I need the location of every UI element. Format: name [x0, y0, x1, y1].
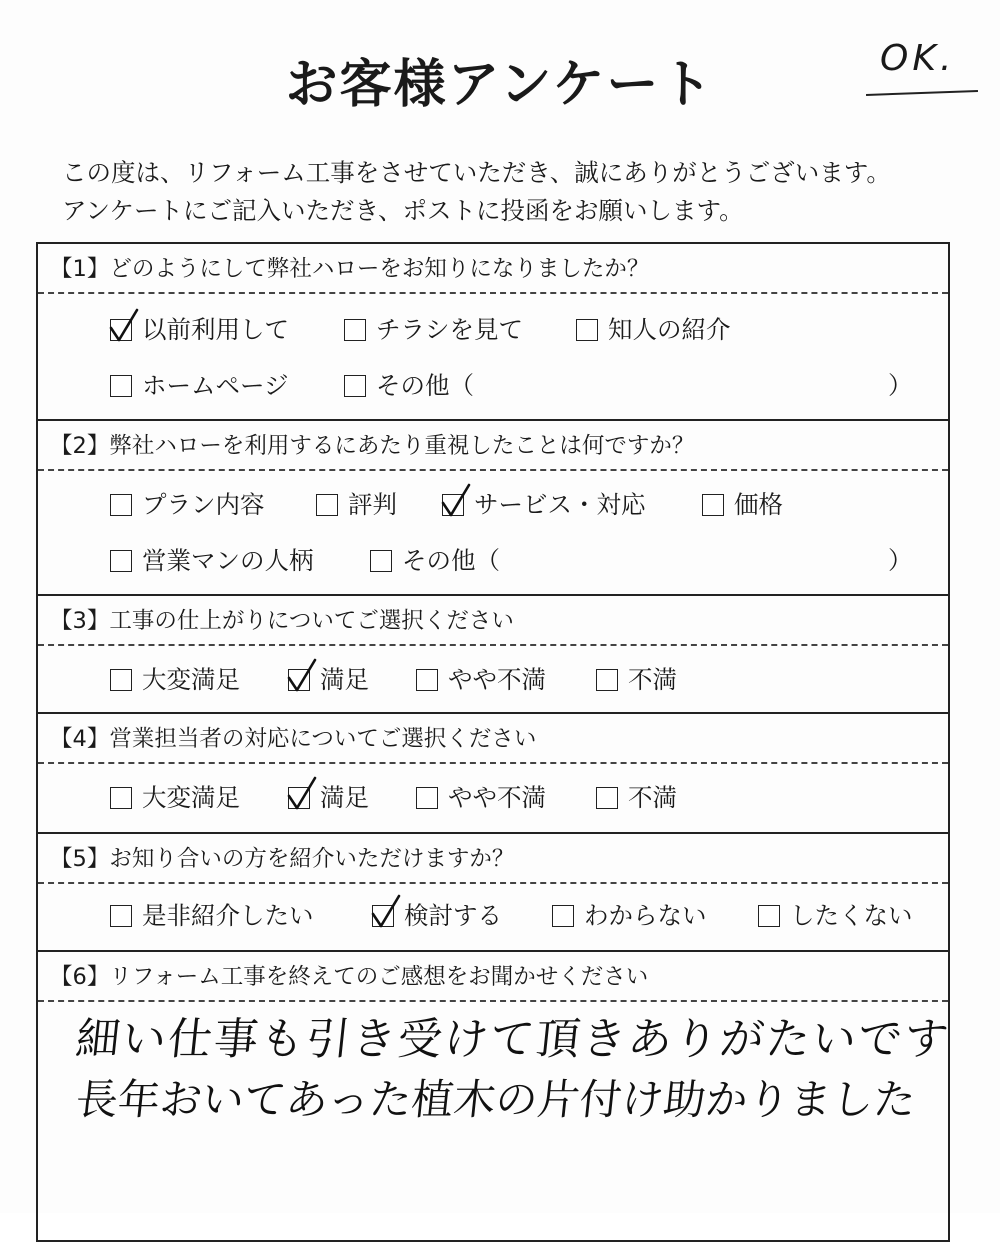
q2-close-paren: ）: [888, 546, 913, 575]
intro-line-2: アンケートにご記入いただき、ポストに投函をお願いします。: [62, 196, 744, 225]
q3-checkbox-somewhat-dissatisfied[interactable]: [416, 669, 438, 691]
q4-option-very-satisfied[interactable]: [110, 778, 240, 818]
q2-checkbox-price[interactable]: [702, 494, 724, 516]
check-mark-icon: [439, 483, 473, 519]
q2-option-service[interactable]: [442, 485, 646, 525]
question-3-section: [38, 596, 948, 714]
q1-checkbox-referral[interactable]: [576, 319, 598, 341]
q1-close-paren: ）: [888, 371, 913, 400]
q5-checkbox-definitely[interactable]: [110, 905, 132, 927]
question-4-section: [38, 714, 948, 834]
q3-option-satisfied[interactable]: [288, 660, 369, 700]
q2-checkbox-plan[interactable]: [110, 494, 132, 516]
q2-option-plan[interactable]: [110, 485, 265, 525]
question-3-row: [38, 660, 948, 700]
q5-option-label: わからない: [584, 901, 707, 930]
question-5-header: [38, 834, 948, 884]
q3-option-dissatisfied[interactable]: [596, 660, 677, 700]
q2-option-label: その他（: [402, 546, 500, 575]
q4-option-label: 大変満足: [142, 783, 240, 812]
q2-option-label: サービス・対応: [474, 490, 646, 519]
question-6-section: [38, 952, 953, 1242]
q5-checkbox-consider[interactable]: [372, 905, 394, 927]
q3-option-very-satisfied[interactable]: [110, 660, 240, 700]
q5-option-unsure[interactable]: [552, 896, 707, 936]
q4-option-label: 不満: [628, 783, 677, 812]
question-1-header: [38, 244, 948, 294]
q3-option-label: 不満: [628, 665, 677, 694]
q4-option-label: 満足: [320, 783, 369, 812]
q2-option-price[interactable]: [702, 485, 783, 525]
question-6-header: [38, 952, 948, 1002]
q3-checkbox-satisfied[interactable]: [288, 669, 310, 691]
question-2-header: [38, 421, 948, 471]
q2-option-salesperson[interactable]: [110, 541, 314, 581]
question-1-section: [38, 244, 948, 421]
q5-option-consider[interactable]: [372, 896, 502, 936]
survey-title: お客様アンケート: [285, 55, 715, 115]
q1-checkbox-other[interactable]: [344, 375, 366, 397]
ok-handwritten-mark: OK.: [880, 38, 956, 79]
q1-option-flyer[interactable]: [344, 310, 523, 350]
q5-option-label: したくない: [790, 901, 913, 930]
q4-checkbox-very-satisfied[interactable]: [110, 787, 132, 809]
question-5-text: 【5】お知り合いの方を紹介いただけますか？: [50, 846, 515, 872]
q5-option-label: 検討する: [404, 901, 502, 930]
q1-checkbox-flyer[interactable]: [344, 319, 366, 341]
q1-option-referral[interactable]: [576, 310, 731, 350]
q1-option-label: 知人の紹介: [608, 315, 731, 344]
question-6-text: 【6】リフォーム工事を終えてのご感想をお聞かせください: [50, 964, 649, 990]
q5-checkbox-no[interactable]: [758, 905, 780, 927]
q1-option-label: チラシを見て: [376, 315, 523, 344]
q5-option-definitely[interactable]: [110, 896, 314, 936]
question-2-text: 【2】弊社ハローを利用するにあたり重視したことは何ですか？: [50, 433, 695, 459]
q3-option-somewhat-dissatisfied[interactable]: [416, 660, 546, 700]
q4-checkbox-somewhat-dissatisfied[interactable]: [416, 787, 438, 809]
q5-option-no[interactable]: [758, 896, 913, 936]
q6-answer-line-1: 細い仕事も引き受けて頂きありがたいです: [73, 1014, 953, 1065]
check-mark-icon: [285, 776, 319, 812]
q2-checkbox-service[interactable]: [442, 494, 464, 516]
q2-checkbox-reputation[interactable]: [316, 494, 338, 516]
q4-option-label: やや不満: [448, 783, 546, 812]
q2-option-label: 価格: [734, 490, 783, 519]
q3-option-label: 大変満足: [142, 665, 240, 694]
q4-option-dissatisfied[interactable]: [596, 778, 677, 818]
q1-checkbox-previous-use[interactable]: [110, 319, 132, 341]
q1-option-previous-use[interactable]: [110, 310, 289, 350]
q3-checkbox-very-satisfied[interactable]: [110, 669, 132, 691]
q2-option-reputation[interactable]: [316, 485, 397, 525]
question-2-row-1: [38, 485, 948, 525]
q5-option-label: 是非紹介したい: [142, 901, 314, 930]
q4-option-satisfied[interactable]: [288, 778, 369, 818]
q1-checkbox-homepage[interactable]: [110, 375, 132, 397]
q6-answer-line-2: 長年おいてあった植木の片付け助かりました: [73, 1075, 919, 1124]
q3-option-label: やや不満: [448, 665, 546, 694]
question-3-header: [38, 596, 948, 646]
question-5-row: [38, 896, 948, 936]
q1-option-label: 以前利用して: [142, 315, 289, 344]
question-1-row-2: [38, 366, 948, 406]
q2-checkbox-salesperson[interactable]: [110, 550, 132, 572]
q4-checkbox-dissatisfied[interactable]: [596, 787, 618, 809]
check-mark-icon: [285, 658, 319, 694]
question-5-section: [38, 834, 948, 952]
q1-option-other[interactable]: [344, 366, 474, 406]
intro-line-1: この度は、リフォーム工事をさせていただき、誠にありがとうございます。: [62, 158, 891, 187]
q4-checkbox-satisfied[interactable]: [288, 787, 310, 809]
q1-option-homepage[interactable]: [110, 366, 289, 406]
question-4-text: 【4】営業担当者の対応についてご選択ください: [50, 726, 537, 752]
question-1-text: 【1】どのようにして弊社ハローをお知りになりましたか？: [50, 256, 650, 282]
q3-option-label: 満足: [320, 665, 369, 694]
q3-checkbox-dissatisfied[interactable]: [596, 669, 618, 691]
question-2-row-2: [38, 541, 948, 581]
q2-option-label: 営業マンの人柄: [142, 546, 314, 575]
q2-checkbox-other[interactable]: [370, 550, 392, 572]
survey-form: [36, 242, 953, 1242]
q5-checkbox-unsure[interactable]: [552, 905, 574, 927]
question-2-section: [38, 421, 948, 596]
question-1-row-1: [38, 310, 948, 350]
question-3-text: 【3】工事の仕上がりについてご選択ください: [50, 608, 514, 634]
check-mark-icon: [369, 894, 403, 930]
question-4-row: [38, 778, 948, 818]
q2-option-other[interactable]: [370, 541, 500, 581]
q1-option-label: その他（: [376, 371, 474, 400]
q4-option-somewhat-dissatisfied[interactable]: [416, 778, 546, 818]
question-4-header: [38, 714, 948, 764]
intro-text: [62, 154, 891, 230]
q1-option-label: ホームページ: [142, 371, 289, 400]
q2-option-label: 評判: [348, 490, 397, 519]
q6-answer-area[interactable]: [38, 1002, 953, 1242]
q2-option-label: プラン内容: [142, 490, 265, 519]
check-mark-icon: [107, 308, 141, 344]
